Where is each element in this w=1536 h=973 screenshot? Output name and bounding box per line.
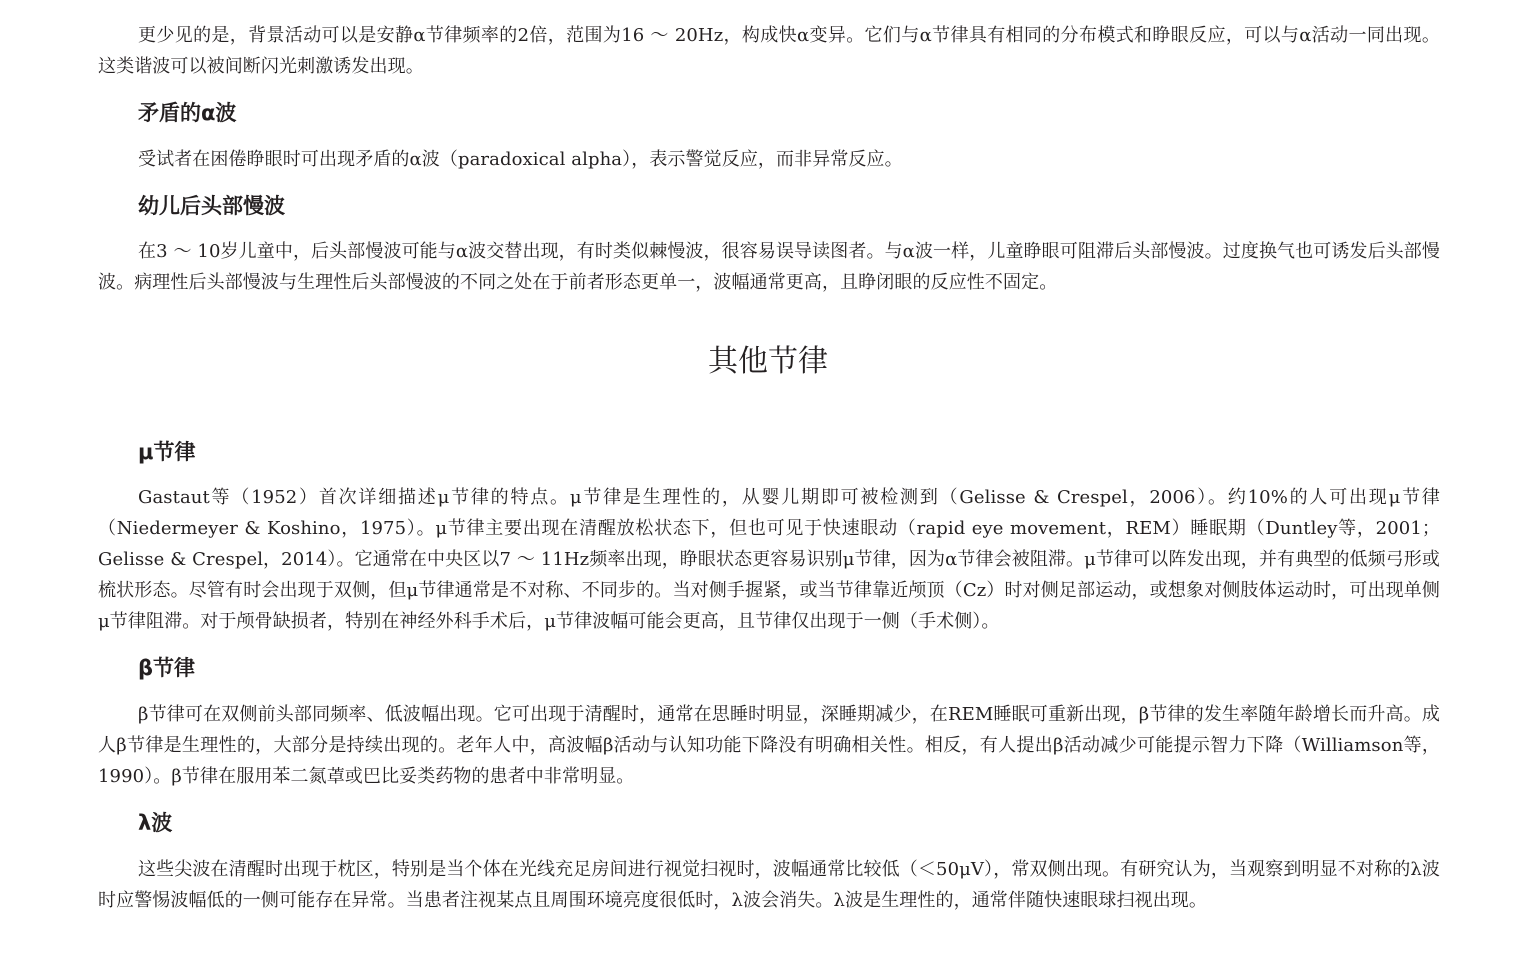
section-title-other-rhythms: 其他节律 xyxy=(708,344,828,379)
paragraph-child-posterior-slow: 在3 ～ 10岁儿童中，后头部慢波可能与α波交替出现，有时类似棘慢波，很容易误导读图者。与α波一样，儿童睁眼可阻滞后头部慢波。过度换气也可诱发后头部慢波。病理性后头部慢波与生理性后头部慢波的不同之处在于前者形态更单一，波幅通常更高，且睁闭眼的反应性不固定。 xyxy=(98,241,1440,293)
paragraph-fast-alpha-variant: 更少见的是，背景活动可以是安静α节律频率的2倍，范围为16 ～ 20Hz，构成快α变异。它们与α节律具有相同的分布模式和睁眼反应，可以与α活动一同出现。这类谐波可以被间断闪光刺激诱发出现。 xyxy=(98,25,1440,77)
heading-child-posterior-slow: 幼儿后头部慢波 xyxy=(138,194,285,218)
heading-beta-rhythm: β节律 xyxy=(138,656,196,680)
heading-mu-rhythm: μ节律 xyxy=(138,440,196,464)
paragraph-paradoxical-alpha: 受试者在困倦睁眼时可出现矛盾的α波（paradoxical alpha），表示警觉反应，而非异常反应。 xyxy=(138,149,903,170)
paragraph-lambda-wave: 这些尖波在清醒时出现于枕区，特别是当个体在光线充足房间进行视觉扫视时，波幅通常比较低（＜50μV），常双侧出现。有研究认为，当观察到明显不对称的λ波时应警惕波幅低的一侧可能存在异常。当患者注视某点且周围环境亮度很低时，λ波会消失。λ波是生理性的，通常伴随快速眼球扫视出现。 xyxy=(98,859,1440,911)
heading-lambda-wave: λ波 xyxy=(138,811,173,835)
paragraph-beta-rhythm: β节律可在双侧前头部同频率、低波幅出现。它可出现于清醒时，通常在思睡时明显，深睡期减少，在REM睡眠可重新出现，β节律的发生率随年龄增长而升高。成人β节律是生理性的，大部分是持续出现的。老年人中，高波幅β活动与认知功能下降没有明确相关性。相反，有人提出β活动减少可能提示智力下降（Williamson等，1990）。β节律在服用苯二氮䓬或巴比妥类药物的患者中非常明显。 xyxy=(98,704,1440,787)
paragraph-mu-rhythm: Gastaut等（1952）首次详细描述μ节律的特点。μ节律是生理性的，从婴儿期即可被检测到（Gelisse & Crespel，2006）。约10%的人可出现μ节律（Niedermeyer & Koshino，1975）。μ节律主要出现在清醒放松状态下，但也可见于快速眼动（rapid eye movement，REM）睡眠期（Duntley等，2001；Gelisse & Crespel，2014）。它通常在中央区以7 ～ 11Hz频率出现，睁眼状态更容易识别μ节律，因为α节律会被阻滞。μ节律可以阵发出现，并有典型的低频弓形或梳状形态。尽管有时会出现于双侧，但μ节律通常是不对称、不同步的。当对侧手握紧，或当节律靠近颅顶（Cz）时对侧足部运动，或想象对侧肢体运动时，可出现单侧μ节律阻滞。对于颅骨缺损者，特别在神经外科手术后，μ节律波幅可能会更高，且节律仅出现于一侧（手术侧）。 xyxy=(98,487,1440,632)
heading-paradoxical-alpha: 矛盾的α波 xyxy=(138,101,237,125)
